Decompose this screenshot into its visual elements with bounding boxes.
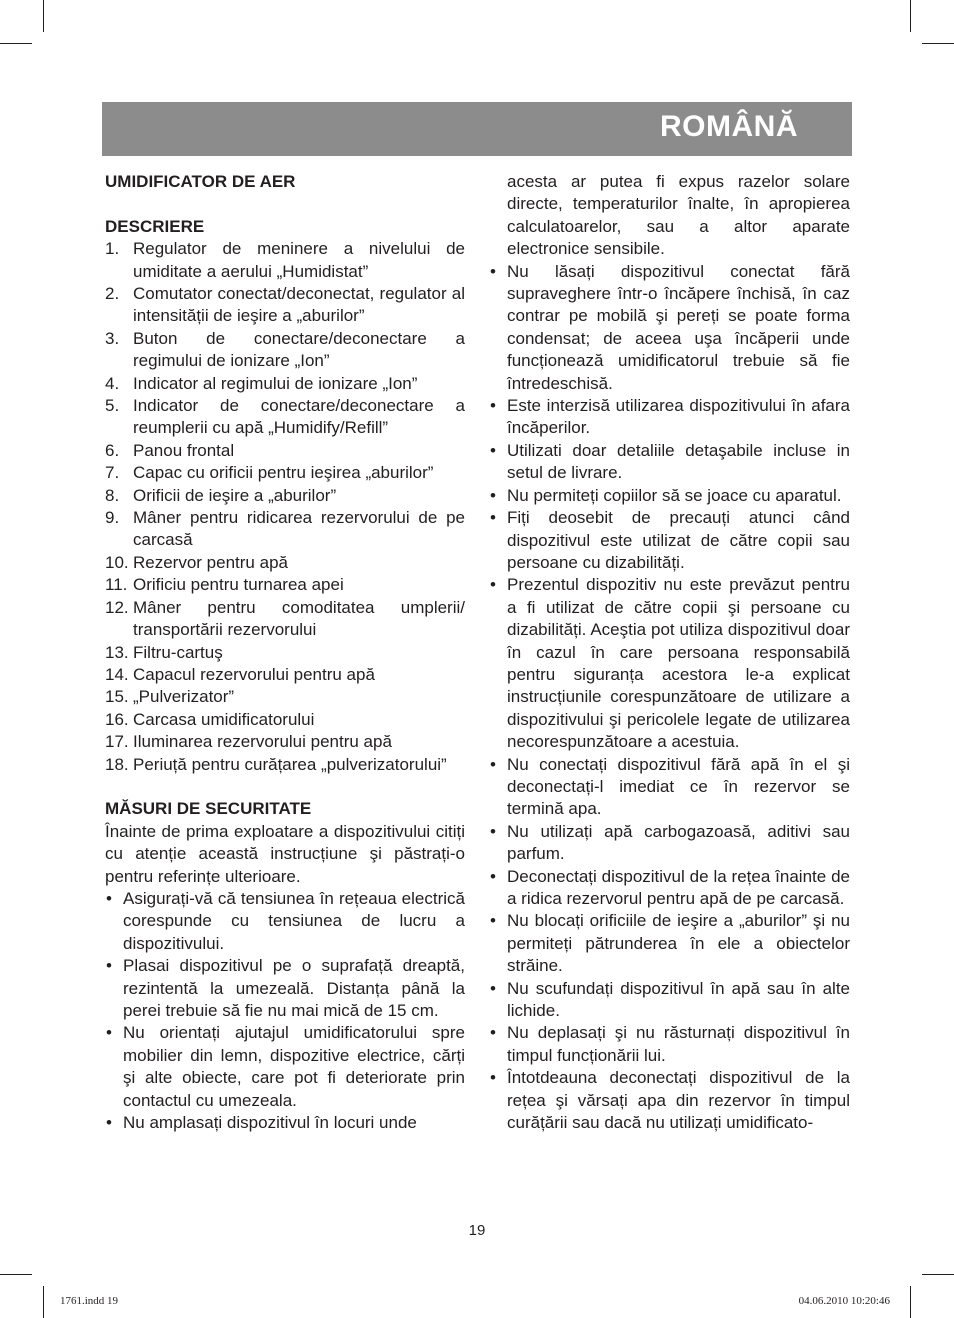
part-item xyxy=(105,485,465,507)
part-item xyxy=(105,642,465,664)
part-number: 8. xyxy=(105,485,120,505)
part-label: Orificii de ieşire a „aburilor” xyxy=(133,485,337,505)
crop-mark xyxy=(910,1286,911,1318)
part-item xyxy=(105,462,465,484)
part-number: 13. xyxy=(105,642,129,662)
part-label: Buton de conectare/deconectare a regimului de ionizare „Ion” xyxy=(133,328,465,371)
part-item xyxy=(105,709,465,731)
part-item xyxy=(105,507,465,552)
part-item xyxy=(105,574,465,596)
part-number: 7. xyxy=(105,463,120,483)
part-number: 17. xyxy=(105,732,129,752)
part-label: Mâner pentru ridicarea rezervorului de pe carcasă xyxy=(133,508,465,550)
left-column xyxy=(105,171,465,1134)
bullet-continuation: acesta ar putea fi expus razelor solare directe, temperaturilor înalte, în apropierea calculatoarelor, sau a altor aparate electronice sensibile. xyxy=(507,172,850,259)
safety-bullet: • Nu deplasați şi nu răsturnați dispozitivul în timpul funcționării lui. xyxy=(489,1022,850,1067)
part-item xyxy=(105,238,465,283)
part-item xyxy=(105,440,465,462)
part-label: Indicator al regimului de ionizare „Ion” xyxy=(133,373,418,393)
part-item xyxy=(105,552,465,574)
part-number: 11. xyxy=(105,575,128,595)
part-label: Periuță pentru curățarea „pulverizatorului” xyxy=(133,754,447,774)
safety-bullet: • Nu blocați orificiile de ieşire a „aburilor” şi nu permiteți pătrunderea în ele a obiectelor străine. xyxy=(489,910,850,977)
safety-bullet: • Nu scufundați dispozitivul în apă sau în alte lichide. xyxy=(489,978,850,1023)
print-slug-date: 04.06.2010 10:20:46 xyxy=(798,1295,890,1307)
part-label: Indicator de conectare/deconectare a reumplerii cu apă „Humidify/Refill” xyxy=(133,396,465,438)
part-item xyxy=(105,731,465,753)
crop-mark xyxy=(0,1274,32,1275)
part-label: Panou frontal xyxy=(133,440,235,460)
crop-mark xyxy=(922,1274,954,1275)
part-number: 5. xyxy=(105,396,120,416)
part-label: Mâner pentru comoditatea umplerii/ transportării rezervorului xyxy=(133,597,465,640)
part-label: Comutator conectat/deconectat, regulator al intensității de ieşire a „aburilor” xyxy=(133,284,465,326)
safety-bullet: • Deconectați dispozitivul de la rețea înainte de a ridica rezervorul pentru apă de pe carcasă. xyxy=(489,866,850,911)
safety-bullet: • Nu amplasați dispozitivul în locuri unde xyxy=(105,1112,465,1134)
crop-mark xyxy=(922,43,954,44)
safety-bullet: • Întotdeauna deconectați dispozitivul de la rețea şi vărsați apa din rezervor în timpul curățării sau dacă nu utilizați umidificato- xyxy=(489,1067,850,1134)
part-label: „Pulverizator” xyxy=(133,687,235,707)
part-item xyxy=(105,597,465,642)
crop-mark xyxy=(43,0,44,32)
part-number: 9. xyxy=(105,508,120,528)
safety-bullet: • Plasai dispozitivul pe o suprafață dreaptă, rezintentă la umezeală. Distanța până la perei trebuie să fie nu mai mică de 15 cm. xyxy=(105,955,465,1022)
part-label: Filtru-cartuş xyxy=(133,642,223,662)
part-number: 2. xyxy=(105,284,120,304)
part-number: 4. xyxy=(105,373,120,393)
safety-bullet: • Asigurați-vă că tensiunea în rețeaua electrică corespunde cu tensiunea de lucru a dispozitivului. xyxy=(105,888,465,955)
part-item xyxy=(105,373,465,395)
safety-bullet: • Nu utilizați apă carbogazoasă, aditivi sau parfum. xyxy=(489,821,850,866)
part-item xyxy=(105,686,465,708)
part-number: 1. xyxy=(105,239,120,259)
part-label: Rezervor pentru apă xyxy=(133,552,288,572)
part-label: Carcasa umidificatorului xyxy=(133,709,315,729)
safety-list xyxy=(105,888,465,1134)
part-item xyxy=(105,283,465,328)
description-heading: DESCRIERE xyxy=(105,216,205,236)
part-number: 12. xyxy=(105,597,129,617)
part-label: Capac cu orificii pentru ieşirea „aburilor” xyxy=(133,463,434,483)
page-number: 19 xyxy=(468,1222,486,1239)
safety-bullet: • Utilizati doar detaliile detaşabile incluse in setul de livrare. xyxy=(489,440,850,485)
part-label: Regulator de meninere a nivelului de umiditate a aerului „Humidistat” xyxy=(133,239,465,281)
part-number: 15. xyxy=(105,687,129,707)
safety-list-continued xyxy=(489,261,850,1135)
part-label: Iluminarea rezervorului pentru apă xyxy=(133,732,392,752)
product-title: UMIDIFICATOR DE AER xyxy=(105,172,296,191)
part-number: 16. xyxy=(105,709,129,729)
part-number: 18. xyxy=(105,754,129,774)
safety-bullet: • Nu lăsați dispozitivul conectat fără supraveghere într-o încăpere închisă, în caz contrar pe mobilă şi pereți se poate forma condensat; de aceea uşa încăperii unde funcționează umidificatorul trebuie să fie întredeschisă. xyxy=(489,261,850,395)
safety-bullet: • Nu permiteți copiilor să se joace cu aparatul. xyxy=(489,485,850,507)
safety-heading: MĂSURI DE SECURITATE xyxy=(105,799,312,819)
language-header-bar xyxy=(102,102,852,156)
crop-mark xyxy=(43,1286,44,1318)
safety-bullet: • Este interzisă utilizarea dispozitivului în afara încăperilor. xyxy=(489,395,850,440)
part-number: 6. xyxy=(105,440,120,460)
safety-bullet: • Prezentul dispozitiv nu este prevăzut pentru a fi utilizat de către copii şi persoane cu dizabilități. Aceştia pot utiliza dispozitivul doar în cazul în care persoana responsabilă pentru siguranța acestora le-a explicat instrucțiunile corespunzătoare de utilizare a dispozitivului şi pericolele legate de utilizarea necorespunzătoare a acestuia. xyxy=(489,574,850,753)
part-number: 10. xyxy=(105,552,129,572)
part-label: Orificiu pentru turnarea apei xyxy=(133,575,344,595)
right-column xyxy=(489,171,850,1134)
part-item xyxy=(105,328,465,373)
part-item xyxy=(105,754,465,776)
print-slug-file: 1761.indd 19 xyxy=(60,1295,119,1307)
part-label: Capacul rezervorului pentru apă xyxy=(133,664,375,684)
part-number: 14. xyxy=(105,664,129,684)
parts-list xyxy=(105,238,465,776)
part-number: 3. xyxy=(105,328,120,348)
safety-intro: Înainte de prima exploatare a dispozitivului citiți cu atenție această instrucțiune şi păstrați-o pentru referințe ulterioare. xyxy=(105,821,465,886)
part-item xyxy=(105,664,465,686)
safety-bullet: • Nu conectați dispozitivul fără apă în el şi deconectați-l imediat ce în rezervor se termină apa. xyxy=(489,754,850,821)
safety-bullet: • Nu orientați ajutajul umidificatorului spre mobilier din lemn, dispozitive electrice, cărți şi alte obiecte, care pot fi deteriorate prin contactul cu umezeala. xyxy=(105,1022,465,1112)
crop-mark xyxy=(910,0,911,32)
crop-mark xyxy=(0,43,32,44)
language-title: ROMÂNĂ xyxy=(660,110,798,143)
safety-bullet: • Fiți deosebit de precauți atunci când dispozitivul este utilizat de către copii sau persoane cu dizabilități. xyxy=(489,507,850,574)
part-item xyxy=(105,395,465,440)
